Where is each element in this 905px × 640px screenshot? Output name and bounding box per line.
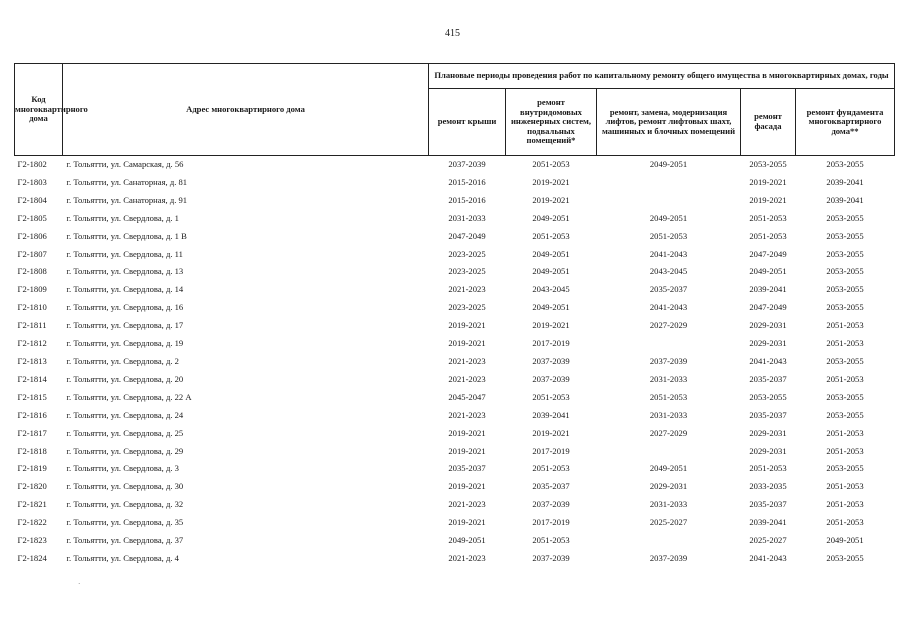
cell-code: Г2-1815 [17, 391, 47, 402]
table-row [15, 389, 895, 407]
cell-elevators: 2027-2029 [649, 320, 688, 331]
table-row [15, 263, 895, 281]
cell-elevators: 2035-2037 [649, 284, 688, 295]
cell-elevators: 2041-2043 [649, 302, 688, 313]
cell-code: Г2-1813 [17, 355, 47, 366]
cell-facade: 2019-2021 [749, 176, 787, 187]
cell-facade: 2033-2035 [749, 481, 787, 492]
cell-engineering: 2051-2053 [532, 463, 570, 474]
cell-facade: 2029-2031 [749, 445, 787, 456]
cell-elevators: 2051-2053 [649, 391, 688, 402]
cell-engineering: 2043-2045 [532, 284, 570, 295]
table-row [15, 299, 895, 317]
cell-engineering: 2049-2051 [532, 248, 570, 259]
cell-code: Г2-1802 [17, 159, 47, 169]
cell-facade: 2049-2051 [749, 266, 787, 277]
table-row [15, 514, 895, 532]
cell-elevators [597, 335, 741, 353]
cell-elevators [597, 174, 741, 192]
cell-address: г. Тольятти, ул. Свердлова, д. 4 [66, 552, 179, 563]
cell-engineering: 2051-2053 [532, 391, 570, 402]
cell-roof: 2023-2025 [448, 266, 486, 277]
cell-code: Г2-1817 [17, 427, 47, 438]
cell-elevators: 2037-2039 [649, 552, 688, 563]
cell-foundation: 2051-2053 [826, 517, 864, 528]
cell-address: г. Тольятти, ул. Санаторная, д. 81 [66, 176, 188, 187]
cell-elevators: 2049-2051 [649, 463, 688, 474]
cell-foundation: 2049-2051 [826, 535, 864, 546]
cell-facade: 2035-2037 [749, 409, 787, 420]
cell-address: г. Тольятти, ул. Свердлова, д. 13 [66, 266, 184, 277]
cell-engineering: 2019-2021 [532, 176, 570, 187]
cell-code: Г2-1810 [17, 302, 47, 313]
cell-engineering: 2049-2051 [532, 212, 570, 223]
cell-facade: 2041-2043 [749, 355, 787, 366]
table-row [15, 550, 895, 568]
cell-facade: 2047-2049 [749, 248, 787, 259]
table-row [15, 210, 895, 228]
cell-facade: 2051-2053 [749, 463, 787, 474]
cell-foundation: 2053-2055 [826, 391, 864, 402]
cell-address: г. Тольятти, ул. Самарская, д. 56 [66, 159, 184, 169]
table-header [15, 64, 895, 156]
page-number: 415 [445, 28, 460, 39]
cell-address: г. Тольятти, ул. Свердлова, д. 16 [66, 302, 184, 313]
cell-roof: 2021-2023 [448, 499, 486, 510]
cell-address: г. Тольятти, ул. Свердлова, д. 29 [66, 445, 184, 456]
cell-foundation: 2053-2055 [826, 284, 864, 295]
cell-foundation: 2053-2055 [826, 302, 864, 313]
header-code: Код многоквартирного дома [15, 64, 63, 156]
cell-facade: 2029-2031 [749, 320, 787, 331]
cell-engineering: 2037-2039 [532, 355, 570, 366]
cell-foundation: 2051-2053 [826, 320, 864, 331]
cell-address: г. Тольятти, ул. Свердлова, д. 35 [66, 517, 184, 528]
cell-foundation: 2053-2055 [826, 230, 864, 241]
cell-roof: 2045-2047 [448, 391, 486, 402]
cell-code: Г2-1807 [17, 248, 47, 259]
cell-roof: 2021-2023 [448, 552, 486, 563]
cell-address: г. Тольятти, ул. Свердлова, д. 1 [66, 212, 179, 223]
cell-elevators: 2031-2033 [649, 373, 688, 384]
table-body [15, 156, 895, 568]
table-row [15, 478, 895, 496]
cell-foundation: 2051-2053 [826, 499, 864, 510]
header-address: Адрес многоквартирного дома [63, 64, 429, 156]
cell-engineering: 2051-2053 [532, 230, 570, 241]
cell-engineering: 2037-2039 [532, 552, 570, 563]
cell-address: г. Тольятти, ул. Свердлова, д. 3 [66, 463, 179, 474]
cell-roof: 2019-2021 [448, 445, 486, 456]
cell-engineering: 2017-2019 [532, 445, 570, 456]
header-elevators: ремонт, замена, модернизация лифтов, ремонт лифтовых шахт, машинных и блочных помещений [597, 89, 741, 156]
cell-facade: 2029-2031 [749, 338, 787, 349]
cell-engineering: 2049-2051 [532, 266, 570, 277]
header-engineering: ремонт внутридомовых инженерных систем, подвальных помещений* [506, 89, 597, 156]
cell-code: Г2-1804 [17, 194, 47, 205]
cell-code: Г2-1811 [17, 320, 47, 331]
cell-address: г. Тольятти, ул. Свердлова, д. 2 [66, 355, 179, 366]
cell-foundation: 2053-2055 [826, 463, 864, 474]
cell-engineering: 2049-2051 [532, 302, 570, 313]
cell-engineering: 2019-2021 [532, 320, 570, 331]
cell-facade: 2053-2055 [749, 391, 787, 402]
cell-foundation: 2051-2053 [826, 427, 864, 438]
cell-engineering: 2037-2039 [532, 373, 570, 384]
scan-mark: · [78, 580, 81, 588]
cell-elevators: 2049-2051 [649, 159, 688, 169]
cell-elevators: 2031-2033 [649, 409, 688, 420]
cell-code: Г2-1808 [17, 266, 47, 277]
cell-foundation: 2053-2055 [826, 552, 864, 563]
cell-facade: 2025-2027 [749, 535, 787, 546]
cell-roof: 2021-2023 [448, 355, 486, 366]
cell-address: г. Тольятти, ул. Свердлова, д. 19 [66, 338, 184, 349]
cell-roof: 2019-2021 [448, 320, 486, 331]
cell-code: Г2-1820 [17, 481, 47, 492]
table-row [15, 425, 895, 443]
cell-foundation: 2053-2055 [826, 159, 864, 169]
table-row [15, 496, 895, 514]
cell-elevators: 2043-2045 [649, 266, 688, 277]
table-row [15, 407, 895, 425]
cell-foundation: 2051-2053 [826, 338, 864, 349]
cell-elevators: 2031-2033 [649, 499, 688, 510]
table-row [15, 317, 895, 335]
cell-foundation: 2053-2055 [826, 248, 864, 259]
cell-foundation: 2053-2055 [826, 212, 864, 223]
cell-code: Г2-1819 [17, 463, 47, 474]
cell-engineering: 2051-2053 [532, 159, 570, 169]
header-facade: ремонт фасада [741, 89, 796, 156]
cell-address: г. Тольятти, ул. Свердлова, д. 20 [66, 373, 184, 384]
table-row [15, 335, 895, 353]
cell-elevators: 2049-2051 [649, 212, 688, 223]
cell-code: Г2-1803 [17, 176, 47, 187]
cell-roof: 2015-2016 [448, 176, 486, 187]
cell-roof: 2019-2021 [448, 427, 486, 438]
cell-facade: 2053-2055 [749, 159, 787, 169]
cell-facade: 2039-2041 [749, 284, 787, 295]
cell-elevators [597, 192, 741, 210]
cell-engineering: 2039-2041 [532, 409, 570, 420]
cell-facade: 2041-2043 [749, 552, 787, 563]
cell-address: г. Тольятти, ул. Свердлова, д. 14 [66, 284, 184, 295]
table-row [15, 281, 895, 299]
cell-roof: 2023-2025 [448, 302, 486, 313]
table-row [15, 228, 895, 246]
table-row [15, 371, 895, 389]
table-row [15, 532, 895, 550]
header-planned-periods: Плановые периоды проведения работ по капитальному ремонту общего имущества в многоквартирных домах, годы [429, 64, 895, 89]
cell-roof: 2021-2023 [448, 409, 486, 420]
cell-facade: 2029-2031 [749, 427, 787, 438]
cell-address: г. Тольятти, ул. Свердлова, д. 37 [66, 535, 184, 546]
cell-elevators: 2051-2053 [649, 230, 688, 241]
capital-repair-schedule-table [14, 63, 895, 568]
cell-elevators [597, 443, 741, 461]
cell-foundation: 2053-2055 [826, 409, 864, 420]
cell-code: Г2-1818 [17, 445, 47, 456]
table-row [15, 174, 895, 192]
cell-code: Г2-1806 [17, 230, 47, 241]
cell-elevators: 2027-2029 [649, 427, 688, 438]
cell-roof: 2021-2023 [448, 284, 486, 295]
table-row [15, 156, 895, 174]
cell-elevators: 2025-2027 [649, 517, 688, 528]
cell-roof: 2031-2033 [448, 212, 486, 223]
cell-foundation: 2053-2055 [826, 266, 864, 277]
cell-facade: 2051-2053 [749, 230, 787, 241]
cell-roof: 2021-2023 [448, 373, 486, 384]
cell-address: г. Тольятти, ул. Свердлова, д. 24 [66, 409, 184, 420]
cell-facade: 2051-2053 [749, 212, 787, 223]
cell-foundation: 2039-2041 [826, 176, 864, 187]
cell-code: Г2-1812 [17, 338, 47, 349]
cell-facade: 2035-2037 [749, 373, 787, 384]
cell-roof: 2023-2025 [448, 248, 486, 259]
table-row [15, 460, 895, 478]
cell-foundation: 2053-2055 [826, 355, 864, 366]
cell-address: г. Тольятти, ул. Свердлова, д. 32 [66, 499, 184, 510]
cell-foundation: 2051-2053 [826, 373, 864, 384]
cell-elevators: 2029-2031 [649, 481, 688, 492]
cell-foundation: 2051-2053 [826, 481, 864, 492]
cell-address: г. Тольятти, ул. Санаторная, д. 91 [66, 194, 188, 205]
cell-roof: 2019-2021 [448, 517, 486, 528]
cell-roof: 2037-2039 [448, 159, 486, 169]
cell-roof: 2047-2049 [448, 230, 486, 241]
cell-engineering: 2017-2019 [532, 517, 570, 528]
cell-facade: 2035-2037 [749, 499, 787, 510]
cell-engineering: 2051-2053 [532, 535, 570, 546]
cell-address: г. Тольятти, ул. Свердлова, д. 17 [66, 320, 184, 331]
header-roof: ремонт крыши [429, 89, 506, 156]
cell-roof: 2049-2051 [448, 535, 486, 546]
cell-code: Г2-1823 [17, 535, 47, 546]
table-row [15, 192, 895, 210]
cell-engineering: 2017-2019 [532, 338, 570, 349]
cell-roof: 2019-2021 [448, 481, 486, 492]
cell-code: Г2-1822 [17, 517, 47, 528]
cell-elevators: 2037-2039 [649, 355, 688, 366]
cell-elevators [597, 532, 741, 550]
cell-code: Г2-1809 [17, 284, 47, 295]
cell-roof: 2015-2016 [448, 194, 486, 205]
cell-address: г. Тольятти, ул. Свердлова, д. 22 А [66, 391, 192, 402]
cell-engineering: 2019-2021 [532, 194, 570, 205]
cell-facade: 2019-2021 [749, 194, 787, 205]
cell-address: г. Тольятти, ул. Свердлова, д. 25 [66, 427, 184, 438]
cell-engineering: 2037-2039 [532, 499, 570, 510]
cell-roof: 2019-2021 [448, 338, 486, 349]
header-foundation: ремонт фундамента многоквартирного дома** [796, 89, 895, 156]
cell-elevators: 2041-2043 [649, 248, 688, 259]
cell-facade: 2047-2049 [749, 302, 787, 313]
cell-code: Г2-1814 [17, 373, 47, 384]
cell-address: г. Тольятти, ул. Свердлова, д. 30 [66, 481, 184, 492]
cell-foundation: 2051-2053 [826, 445, 864, 456]
cell-foundation: 2039-2041 [826, 194, 864, 205]
cell-code: Г2-1816 [17, 409, 47, 420]
cell-roof: 2035-2037 [448, 463, 486, 474]
cell-engineering: 2035-2037 [532, 481, 570, 492]
cell-address: г. Тольятти, ул. Свердлова, д. 11 [66, 248, 183, 259]
cell-facade: 2039-2041 [749, 517, 787, 528]
cell-engineering: 2019-2021 [532, 427, 570, 438]
table-row [15, 443, 895, 461]
cell-code: Г2-1821 [17, 499, 47, 510]
table-row [15, 246, 895, 264]
cell-address: г. Тольятти, ул. Свердлова, д. 1 В [66, 230, 187, 241]
cell-code: Г2-1824 [17, 552, 47, 563]
cell-code: Г2-1805 [17, 212, 47, 223]
table-row [15, 353, 895, 371]
